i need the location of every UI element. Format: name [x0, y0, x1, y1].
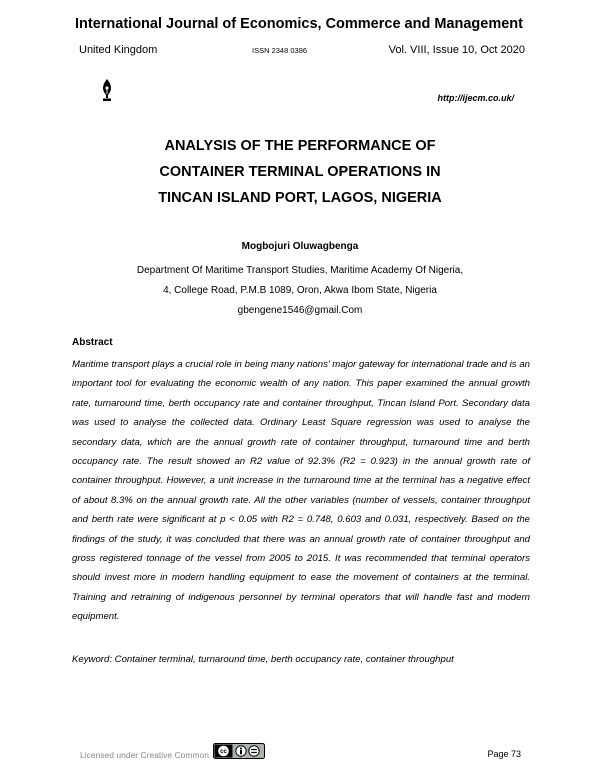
pen-nib-icon [97, 78, 117, 102]
author-block [70, 237, 530, 321]
keywords: Keyword: Container terminal, turnaround time, berth occupancy rate, container throughput [72, 654, 454, 665]
paper-title [70, 133, 530, 211]
paper-title-line: TINCAN ISLAND PORT, LAGOS, NIGERIA [158, 190, 442, 206]
svg-text:cc: cc [220, 749, 227, 756]
journal-country: United Kingdom [79, 44, 158, 56]
journal-title: International Journal of Economics, Commerce and Management [75, 16, 523, 32]
paper-title-line: CONTAINER TERMINAL OPERATIONS IN [159, 164, 441, 180]
affiliation-address: 4, College Road, P.M.B 1089, Oron, Akwa Ibom State, Nigeria [163, 285, 437, 296]
paper-title-line: ANALYSIS OF THE PERFORMANCE OF [164, 138, 436, 154]
author-email[interactable]: gbengene1546@gmail.Com [237, 305, 363, 316]
abstract-heading: Abstract [72, 337, 113, 348]
abstract-text: Maritime transport plays a crucial role in being many nations’ major gateway for international trade and is an important tool for evaluating the economic wealth of any nation. This paper examined the annual growth rate, turnaround time, berth occupancy rate and container throughput, Tincan Island Port. Secondary data was used to analyse the collected data. Ordinary Least Square regression was used to analyse the secondary data, which are the annual growth rate of container throughput, turnaround time and berth occupancy rate. The result showed an R2 value of 92.3% (R2 = 0.923) in the annual growth rate of container throughput. However, a unit increase in the turnaround time at the terminal has a negative effect of about 8.3% on the annual growth rate. All the other variables (number of vessels, container throughput and berth rate were significant at p < 0.05 with R2 = 0.748, 0.603 and 0.031, respectively. Based on the findings of the study, it was concluded that there was an annual growth rate of container throughput and gross registered tonnage of the vessel from 2005 to 2015. It was recommended that terminal operators should invest more in modern handling equipment to ease the movement of containers at the terminal. Training and retraining of indigenous personnel by terminal operators that will handle fast and modern equipment. [72, 359, 530, 623]
creative-commons-badge-icon[interactable] [213, 743, 265, 759]
journal-url-link[interactable]: http://ijecm.co.uk/ [437, 93, 514, 103]
journal-volume: Vol. VIII, Issue 10, Oct 2020 [388, 44, 525, 56]
journal-issn: ISSN 2348 0386 [252, 46, 308, 55]
license-text: Licensed under Creative Common [80, 750, 209, 760]
page-number: Page 73 [487, 749, 521, 759]
author-name: Mogbojuri Oluwagbenga [241, 241, 359, 252]
affiliation-department: Department Of Maritime Transport Studies, Maritime Academy Of Nigeria, [136, 265, 464, 276]
